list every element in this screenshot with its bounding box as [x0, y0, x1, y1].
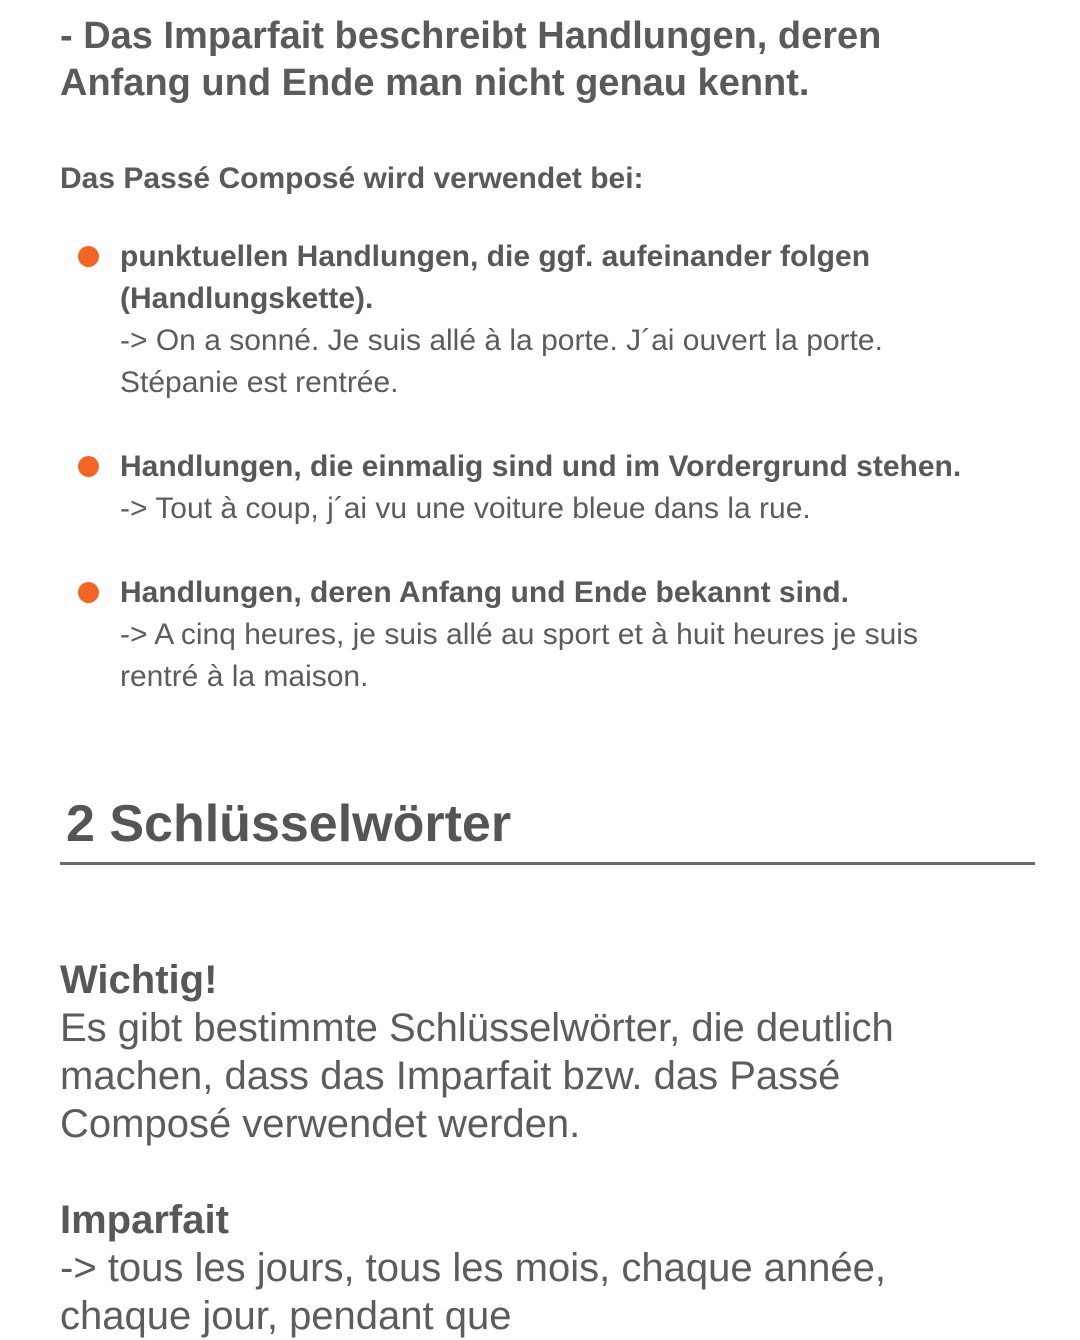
passe-compose-heading: Das Passé Composé wird verwendet bei:: [60, 162, 644, 195]
list-item-3-example-line-2: rentré à la maison.: [120, 660, 369, 693]
list-item-2-title: Handlungen, die einmalig sind und im Vordergrund stehen.: [120, 450, 962, 483]
bullet-icon: [78, 582, 99, 603]
list-item-1-title-line-2: (Handlungskette).: [120, 282, 374, 315]
section-title: 2 Schlüsselwörter: [66, 795, 512, 853]
imparfait-label: Imparfait: [60, 1198, 229, 1242]
list-item-2-example: -> Tout à coup, j´ai vu une voiture bleue dans la rue.: [120, 492, 811, 525]
important-text-line-3: Composé verwendet werden.: [60, 1102, 581, 1146]
bullet-icon: [78, 456, 99, 477]
imparfait-keywords-line-1: -> tous les jours, tous les mois, chaque année,: [60, 1246, 887, 1290]
important-text-line-1: Es gibt bestimmte Schlüsselwörter, die deutlich: [60, 1006, 894, 1050]
important-text-line-2: machen, dass das Imparfait bzw. das Passé: [60, 1054, 841, 1098]
list-item-1-example-line-2: Stépanie est rentrée.: [120, 366, 399, 399]
list-item-1-example-line-1: -> On a sonné. Je suis allé à la porte. J´ai ouvert la porte.: [120, 324, 883, 357]
list-item-1-title-line-1: punktuellen Handlungen, die ggf. aufeinander folgen: [120, 240, 871, 273]
list-item-3-example-line-1: -> A cinq heures, je suis allé au sport et à huit heures je suis: [120, 618, 918, 651]
important-label: Wichtig!: [60, 958, 218, 1002]
intro-text-line-2: Anfang und Ende man nicht genau kennt.: [60, 62, 810, 104]
intro-text-line-1: - Das Imparfait beschreibt Handlungen, deren: [60, 15, 882, 57]
list-item-3-title: Handlungen, deren Anfang und Ende bekannt sind.: [120, 576, 849, 609]
section-divider: [60, 862, 1035, 865]
imparfait-keywords-line-2: chaque jour, pendant que: [60, 1294, 512, 1338]
bullet-icon: [78, 246, 99, 267]
